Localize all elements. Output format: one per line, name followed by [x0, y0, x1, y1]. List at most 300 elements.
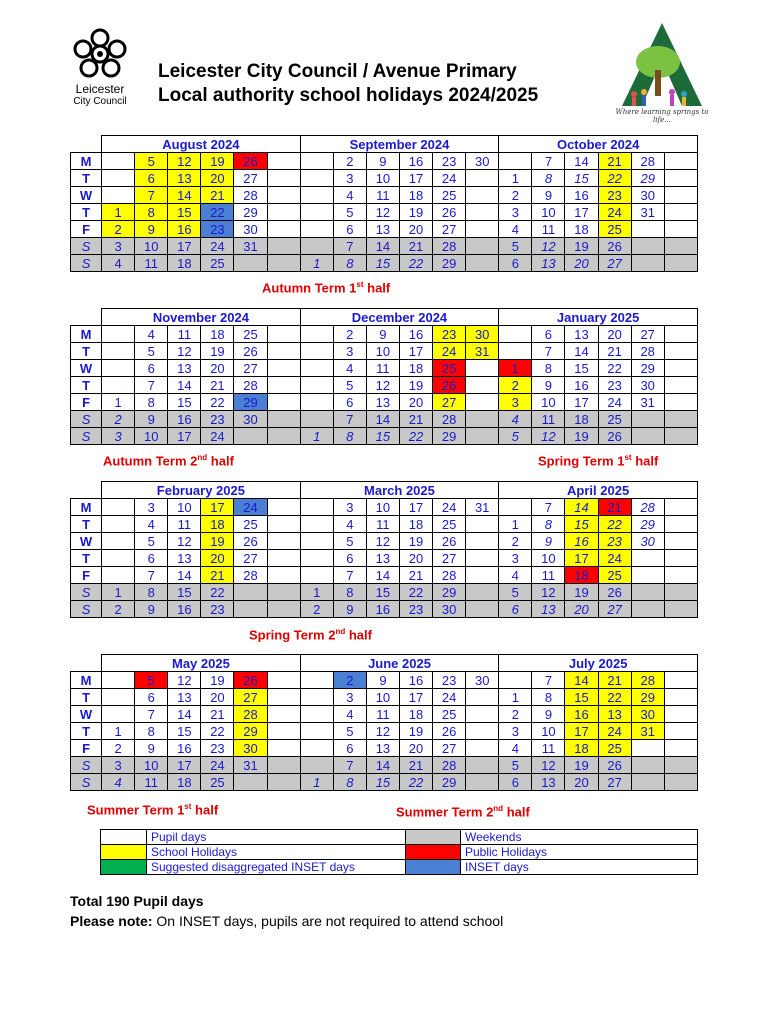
term-label-suffix: half	[503, 804, 530, 820]
date-cell	[267, 360, 300, 377]
date-cell	[466, 187, 499, 204]
day-label: F	[71, 567, 102, 584]
date-cell: 16	[168, 601, 201, 618]
date-cell: 19	[565, 238, 598, 255]
date-cell: 29	[234, 723, 267, 740]
date-cell	[267, 428, 300, 445]
date-cell	[267, 377, 300, 394]
date-cell: 21	[598, 499, 631, 516]
date-cell: 22	[598, 689, 631, 706]
date-cell: 7	[135, 706, 168, 723]
date-cell: 18	[399, 516, 432, 533]
date-cell: 26	[598, 238, 631, 255]
date-cell: 30	[466, 153, 499, 170]
date-cell: 4	[333, 187, 366, 204]
date-cell: 2	[499, 706, 532, 723]
date-cell	[267, 326, 300, 343]
date-cell: 8	[135, 394, 168, 411]
date-cell: 5	[135, 533, 168, 550]
date-cell: 27	[631, 326, 664, 343]
date-cell: 9	[532, 187, 565, 204]
term-label-ordinal: st	[624, 453, 632, 462]
date-cell: 18	[168, 255, 201, 272]
date-cell: 21	[598, 343, 631, 360]
date-cell: 21	[201, 567, 234, 584]
date-cell: 11	[532, 411, 565, 428]
date-cell: 28	[234, 706, 267, 723]
date-cell: 17	[399, 499, 432, 516]
day-label: M	[71, 672, 102, 689]
date-cell: 12	[366, 723, 399, 740]
term-label-ordinal: nd	[197, 453, 208, 462]
date-cell: 24	[201, 757, 234, 774]
date-cell	[267, 550, 300, 567]
date-cell: 16	[399, 672, 432, 689]
date-cell: 22	[201, 394, 234, 411]
term-label-suffix: half	[363, 280, 391, 296]
date-cell: 8	[532, 170, 565, 187]
date-cell: 12	[366, 204, 399, 221]
date-cell: 7	[532, 343, 565, 360]
date-cell	[300, 706, 333, 723]
date-cell: 25	[201, 774, 234, 791]
day-row	[71, 187, 698, 204]
calendar-block	[70, 308, 698, 445]
term-label-autumn-term-1	[262, 280, 390, 295]
term-label-autumn-term-2	[103, 453, 234, 468]
date-cell: 8	[135, 723, 168, 740]
day-row	[71, 204, 698, 221]
date-cell: 17	[399, 170, 432, 187]
day-row	[71, 774, 698, 791]
date-cell: 27	[598, 774, 631, 791]
date-cell	[664, 153, 697, 170]
date-cell: 26	[234, 343, 267, 360]
date-cell	[300, 550, 333, 567]
term-label-text: Summer Term 1	[87, 802, 185, 818]
school-logo	[612, 20, 712, 130]
inset-note	[70, 913, 503, 929]
date-cell: 7	[532, 499, 565, 516]
date-cell: 6	[499, 255, 532, 272]
date-cell: 26	[433, 723, 466, 740]
date-cell: 31	[631, 204, 664, 221]
date-cell: 3	[499, 394, 532, 411]
date-cell: 31	[466, 343, 499, 360]
date-cell: 9	[135, 221, 168, 238]
day-row	[71, 672, 698, 689]
legend-label-pupil-days: Pupil days	[147, 830, 406, 845]
date-cell: 14	[168, 377, 201, 394]
month-header-oct-2024: October 2024	[499, 136, 698, 153]
date-cell: 8	[135, 584, 168, 601]
date-cell: 6	[333, 550, 366, 567]
date-cell: 3	[499, 723, 532, 740]
term-label-suffix: half	[191, 802, 219, 818]
date-cell	[631, 550, 664, 567]
date-cell: 19	[399, 533, 432, 550]
day-label: S	[71, 255, 102, 272]
day-label: T	[71, 550, 102, 567]
date-cell: 11	[135, 774, 168, 791]
day-label: T	[71, 204, 102, 221]
date-cell: 20	[565, 601, 598, 618]
council-logo-line1: Leicester	[75, 82, 125, 96]
date-cell: 9	[366, 326, 399, 343]
date-cell	[300, 740, 333, 757]
date-cell: 11	[532, 567, 565, 584]
date-cell: 3	[333, 170, 366, 187]
date-cell: 20	[565, 774, 598, 791]
date-cell: 27	[433, 740, 466, 757]
date-cell: 31	[631, 723, 664, 740]
date-cell: 23	[433, 326, 466, 343]
date-cell: 25	[234, 516, 267, 533]
date-cell	[631, 411, 664, 428]
date-cell: 3	[102, 238, 135, 255]
date-cell: 29	[433, 584, 466, 601]
date-cell: 26	[598, 428, 631, 445]
date-cell: 16	[565, 533, 598, 550]
date-cell: 8	[532, 360, 565, 377]
date-cell: 7	[135, 187, 168, 204]
date-cell: 4	[102, 774, 135, 791]
date-cell: 12	[168, 533, 201, 550]
date-cell: 8	[532, 689, 565, 706]
date-cell: 23	[433, 672, 466, 689]
date-cell: 28	[631, 672, 664, 689]
date-cell: 30	[234, 221, 267, 238]
date-cell: 2	[499, 377, 532, 394]
date-cell	[267, 238, 300, 255]
date-cell	[664, 550, 697, 567]
date-cell: 26	[433, 377, 466, 394]
date-cell: 20	[399, 221, 432, 238]
date-cell	[267, 757, 300, 774]
date-cell	[664, 394, 697, 411]
date-cell	[300, 516, 333, 533]
date-cell: 31	[234, 757, 267, 774]
date-cell: 24	[433, 170, 466, 187]
date-cell	[267, 567, 300, 584]
date-cell	[300, 672, 333, 689]
date-cell: 7	[333, 757, 366, 774]
date-cell: 27	[433, 550, 466, 567]
date-cell: 20	[201, 689, 234, 706]
corner-cell	[71, 655, 102, 672]
date-cell: 17	[399, 689, 432, 706]
date-cell	[466, 394, 499, 411]
date-cell	[631, 740, 664, 757]
day-label: F	[71, 221, 102, 238]
day-label: F	[71, 394, 102, 411]
calendar-block	[70, 654, 698, 791]
date-cell	[102, 499, 135, 516]
date-cell: 10	[532, 550, 565, 567]
legend-table	[100, 829, 698, 875]
date-cell	[664, 672, 697, 689]
date-cell: 28	[631, 499, 664, 516]
date-cell: 22	[598, 516, 631, 533]
date-cell: 8	[532, 516, 565, 533]
school-logo-tagline: Where learning springs to life...	[615, 108, 709, 124]
date-cell	[466, 255, 499, 272]
date-cell: 10	[366, 689, 399, 706]
date-cell: 30	[234, 740, 267, 757]
date-cell: 19	[201, 672, 234, 689]
date-cell: 6	[499, 601, 532, 618]
date-cell: 25	[433, 516, 466, 533]
legend-label-inset-days: INSET days	[461, 860, 698, 875]
date-cell	[466, 204, 499, 221]
day-label: T	[71, 689, 102, 706]
date-cell	[300, 360, 333, 377]
date-cell	[267, 740, 300, 757]
date-cell: 21	[399, 238, 432, 255]
corner-cell	[71, 136, 102, 153]
date-cell: 29	[631, 360, 664, 377]
month-header-jan-2025: January 2025	[499, 309, 698, 326]
date-cell: 9	[532, 533, 565, 550]
date-cell	[102, 567, 135, 584]
date-cell: 29	[631, 170, 664, 187]
date-cell	[102, 343, 135, 360]
date-cell	[300, 757, 333, 774]
term-label-text: Spring Term 2	[249, 627, 336, 643]
date-cell: 20	[399, 740, 432, 757]
date-cell: 14	[168, 567, 201, 584]
date-cell: 29	[631, 516, 664, 533]
month-header-may-2025: May 2025	[102, 655, 301, 672]
date-cell	[664, 601, 697, 618]
date-cell: 6	[333, 740, 366, 757]
date-cell: 23	[598, 377, 631, 394]
date-cell: 4	[135, 326, 168, 343]
term-label-text: Spring Term 1	[538, 453, 625, 469]
date-cell: 28	[433, 567, 466, 584]
date-cell: 30	[433, 601, 466, 618]
date-cell: 4	[333, 706, 366, 723]
date-cell: 19	[201, 533, 234, 550]
month-header-apr-2025: April 2025	[499, 482, 698, 499]
date-cell: 5	[333, 723, 366, 740]
term-label-suffix: half	[207, 453, 234, 469]
title-line-1: Leicester City Council / Avenue Primary	[158, 61, 517, 82]
date-cell: 22	[399, 255, 432, 272]
date-cell	[664, 411, 697, 428]
date-cell	[267, 255, 300, 272]
date-cell	[102, 689, 135, 706]
date-cell: 12	[168, 672, 201, 689]
date-cell: 1	[102, 723, 135, 740]
date-cell: 22	[399, 774, 432, 791]
date-cell	[102, 516, 135, 533]
date-cell: 30	[234, 411, 267, 428]
date-cell	[267, 601, 300, 618]
date-cell: 25	[234, 326, 267, 343]
date-cell: 5	[135, 153, 168, 170]
date-cell: 13	[532, 255, 565, 272]
date-cell: 6	[499, 774, 532, 791]
date-cell: 19	[201, 343, 234, 360]
date-cell: 13	[168, 550, 201, 567]
date-cell	[664, 187, 697, 204]
date-cell	[664, 533, 697, 550]
date-cell: 30	[466, 672, 499, 689]
date-cell: 20	[399, 550, 432, 567]
date-cell: 16	[399, 326, 432, 343]
date-cell: 20	[201, 360, 234, 377]
date-cell	[466, 360, 499, 377]
date-cell	[664, 584, 697, 601]
day-row	[71, 238, 698, 255]
date-cell: 24	[433, 499, 466, 516]
date-cell: 12	[366, 377, 399, 394]
date-cell	[466, 411, 499, 428]
date-cell: 10	[532, 204, 565, 221]
date-cell: 26	[598, 584, 631, 601]
legend-swatch-school-holidays	[101, 845, 147, 860]
date-cell: 11	[532, 221, 565, 238]
date-cell: 21	[598, 672, 631, 689]
date-cell	[499, 672, 532, 689]
date-cell	[466, 377, 499, 394]
date-cell: 15	[366, 584, 399, 601]
date-cell: 10	[366, 343, 399, 360]
date-cell: 14	[366, 757, 399, 774]
date-cell	[300, 533, 333, 550]
date-cell: 10	[366, 170, 399, 187]
day-label: S	[71, 757, 102, 774]
day-label: S	[71, 584, 102, 601]
date-cell: 16	[565, 187, 598, 204]
legend-label-school-holidays: School Holidays	[147, 845, 406, 860]
day-label: S	[71, 601, 102, 618]
date-cell	[631, 567, 664, 584]
date-cell: 4	[499, 411, 532, 428]
date-cell	[499, 343, 532, 360]
date-cell	[466, 428, 499, 445]
date-cell: 10	[532, 394, 565, 411]
month-header-sep-2024: September 2024	[300, 136, 499, 153]
date-cell: 17	[168, 238, 201, 255]
date-cell: 9	[135, 411, 168, 428]
date-cell: 1	[499, 170, 532, 187]
date-cell	[300, 499, 333, 516]
date-cell: 25	[433, 360, 466, 377]
date-cell	[631, 601, 664, 618]
day-label: W	[71, 187, 102, 204]
date-cell	[300, 567, 333, 584]
date-cell: 13	[532, 601, 565, 618]
date-cell	[102, 377, 135, 394]
date-cell: 2	[300, 601, 333, 618]
legend-swatch-pupil-days	[101, 830, 147, 845]
date-cell: 3	[102, 428, 135, 445]
date-cell: 23	[598, 187, 631, 204]
day-row	[71, 377, 698, 394]
term-label-spring-term-2	[249, 627, 372, 642]
date-cell	[102, 326, 135, 343]
date-cell	[664, 723, 697, 740]
date-cell	[664, 706, 697, 723]
date-cell: 14	[168, 187, 201, 204]
date-cell: 11	[366, 706, 399, 723]
date-cell: 21	[399, 567, 432, 584]
term-label-ordinal: st	[184, 802, 192, 811]
date-cell: 17	[565, 723, 598, 740]
day-row	[71, 689, 698, 706]
date-cell	[664, 774, 697, 791]
date-cell: 26	[234, 153, 267, 170]
date-cell: 4	[499, 221, 532, 238]
day-row	[71, 757, 698, 774]
date-cell: 24	[234, 499, 267, 516]
date-cell	[102, 550, 135, 567]
date-cell: 6	[135, 550, 168, 567]
date-cell: 16	[399, 153, 432, 170]
date-cell: 24	[201, 238, 234, 255]
date-cell: 18	[399, 360, 432, 377]
date-cell	[466, 706, 499, 723]
date-cell: 16	[565, 377, 598, 394]
date-cell: 12	[532, 584, 565, 601]
date-cell: 8	[333, 774, 366, 791]
date-cell: 5	[499, 238, 532, 255]
date-cell	[300, 326, 333, 343]
date-cell: 14	[366, 567, 399, 584]
date-cell	[300, 221, 333, 238]
date-cell: 30	[631, 533, 664, 550]
date-cell: 18	[399, 706, 432, 723]
day-label: S	[71, 238, 102, 255]
date-cell: 14	[565, 343, 598, 360]
date-cell: 2	[333, 326, 366, 343]
date-cell: 15	[565, 689, 598, 706]
date-cell: 2	[102, 221, 135, 238]
date-cell: 27	[433, 394, 466, 411]
date-cell: 7	[333, 567, 366, 584]
date-cell: 27	[598, 255, 631, 272]
day-row	[71, 584, 698, 601]
term-label-spring-term-1	[538, 453, 658, 468]
date-cell	[300, 411, 333, 428]
day-row	[71, 567, 698, 584]
date-cell	[300, 170, 333, 187]
legend-label-inset-suggested: Suggested disaggregated INSET days	[147, 860, 406, 875]
date-cell: 30	[631, 377, 664, 394]
date-cell	[234, 774, 267, 791]
date-cell: 9	[366, 153, 399, 170]
date-cell	[466, 689, 499, 706]
date-cell: 6	[135, 170, 168, 187]
day-label: T	[71, 723, 102, 740]
date-cell: 10	[366, 499, 399, 516]
date-cell	[466, 774, 499, 791]
date-cell: 29	[433, 428, 466, 445]
date-cell: 22	[201, 584, 234, 601]
date-cell: 18	[201, 516, 234, 533]
date-cell: 21	[598, 153, 631, 170]
date-cell	[664, 343, 697, 360]
date-cell: 15	[366, 428, 399, 445]
date-cell	[664, 567, 697, 584]
date-cell: 23	[201, 740, 234, 757]
date-cell: 2	[499, 187, 532, 204]
date-cell	[466, 567, 499, 584]
day-row	[71, 428, 698, 445]
date-cell	[267, 672, 300, 689]
